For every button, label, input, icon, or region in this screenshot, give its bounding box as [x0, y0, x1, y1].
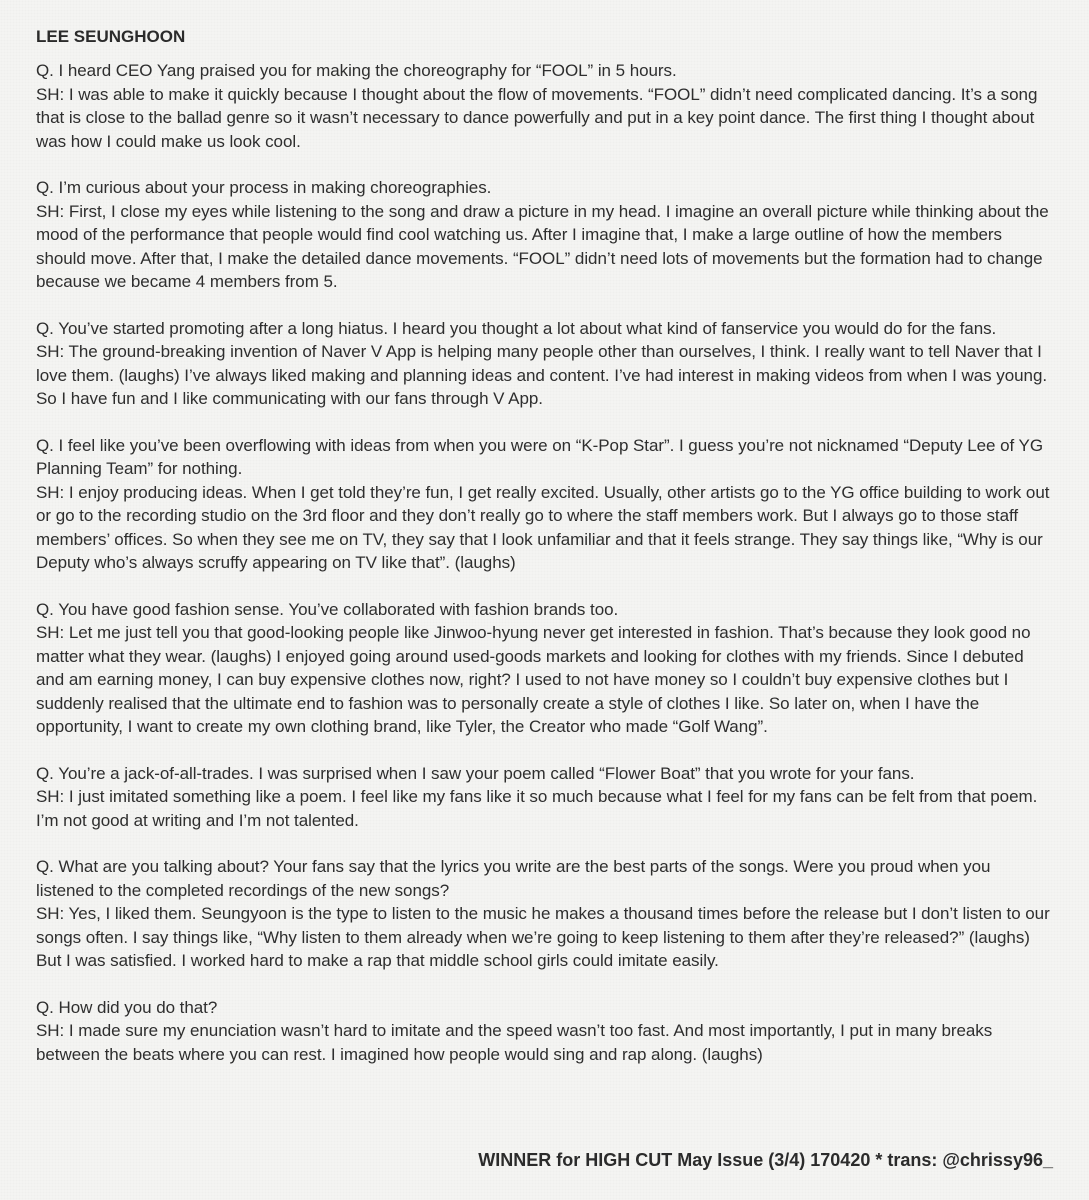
answer-text: SH: First, I close my eyes while listening to the song and draw a picture in my head. I imagine an overall picture while thinking about the mood of the performance that people would find cool watching us. After I imagine that, I make a large outline of how the members should move. After that, I make the detailed dance movements. “FOOL” didn’t need lots of movements but the formation had to change because we became 4 members from 5. — [36, 201, 1049, 291]
question-text: Q. You have good fashion sense. You’ve collaborated with fashion brands too. — [36, 599, 619, 619]
question-text: Q. I heard CEO Yang praised you for making the choreography for “FOOL” in 5 hours. — [36, 61, 677, 80]
translation-credit: WINNER for HIGH CUT May Issue (3/4) 170420 * trans: @chrissy96_ — [478, 1150, 1053, 1170]
answer-text: SH: I enjoy producing ideas. When I get told they’re fun, I get really excited. Usually, other artists go to the YG office building to work out or go to the recording studio on the 3rd floor and they don’t really go to where the staff members work. But I always go to those staff members’ offices. So when they see me on TV, they say that I look unfamiliar and that it feels strange. They say things like, “Why is our Deputy who’s always scruffy appearing on TV like that”. (laughs) — [36, 482, 1050, 572]
question-text: Q. I feel like you’ve been overflowing with ideas from when you were on “K-Pop Star”. I guess you’re not nicknamed “Deputy Lee of YG Planning Team” for nothing. — [36, 435, 1043, 478]
answer-text: SH: Yes, I liked them. Seungyoon is the type to listen to the music he makes a thousand times before the release but I don’t listen to our songs often. I say things like, “Why listen to them already when we’re going to keep listening to them after they’re released?” (laughs) But I was satisfied. I worked hard to make a rap that middle school girls could imitate easily. — [36, 904, 1050, 970]
qa-block — [36, 434, 1053, 575]
qa-block — [36, 996, 1053, 1067]
qa-block — [36, 598, 1053, 739]
answer-text: SH: I was able to make it quickly because I thought about the flow of movements. “FOOL” didn’t need complicated dancing. It’s a song that is close to the ballad genre so it wasn’t necessary to dance powerfully and put in a key point dance. The first thing I thought about was how I could make us look cool. — [36, 84, 1038, 151]
answer-text: SH: I just imitated something like a poem. I feel like my fans like it so much because what I feel for my fans can be felt from that poem. I’m not good at writing and I’m not talented. — [36, 787, 1038, 830]
answer-text: SH: I made sure my enunciation wasn’t hard to imitate and the speed wasn’t too fast. And most importantly, I put in many breaks between the beats where you can rest. I imagined how people would sing and rap along. (laughs) — [36, 1021, 993, 1064]
document-title: LEE SEUNGHOON — [36, 27, 186, 46]
qa-block — [36, 317, 1053, 411]
answer-text: SH: Let me just tell you that good-looking people like Jinwoo-hyung never get interested in fashion. That’s because they look good no matter what they wear. (laughs) I enjoyed going around used-goods markets and looking for clothes with my friends. Since I debuted and am earning money, I can buy expensive clothes now, right? I used to not have money so I couldn’t buy expensive clothes but I suddenly realised that the ultimate end to fashion was to personally create a style of clothes I like. So later on, when I have the opportunity, I want to create my own clothing brand, like Tyler, the Creator who made “Golf Wang”. — [36, 623, 1031, 736]
qa-block — [36, 855, 1053, 973]
qa-block — [36, 762, 1053, 833]
question-text: Q. You’re a jack-of-all-trades. I was surprised when I saw your poem called “Flower Boat” that you wrote for your fans. — [36, 763, 915, 783]
qa-block — [36, 176, 1053, 294]
question-text: Q. I’m curious about your process in making choreographies. — [36, 178, 492, 197]
question-text: Q. How did you do that? — [36, 997, 218, 1017]
question-text: Q. You’ve started promoting after a long hiatus. I heard you thought a lot about what kind of fanservice you would do for the fans. — [36, 318, 997, 338]
question-text: Q. What are you talking about? Your fans say that the lyrics you write are the best parts of the songs. Were you proud when you listened to the completed recordings of the new songs? — [36, 857, 991, 900]
answer-text: SH: The ground-breaking invention of Naver V App is helping many people other than ourselves, I think. I really want to tell Naver that I love them. (laughs) I’ve always liked making and planning ideas and content. I’ve had interest in making videos from when I was young. So I have fun and I like communicating with our fans through V App. — [36, 342, 1048, 408]
qa-block — [36, 59, 1053, 153]
